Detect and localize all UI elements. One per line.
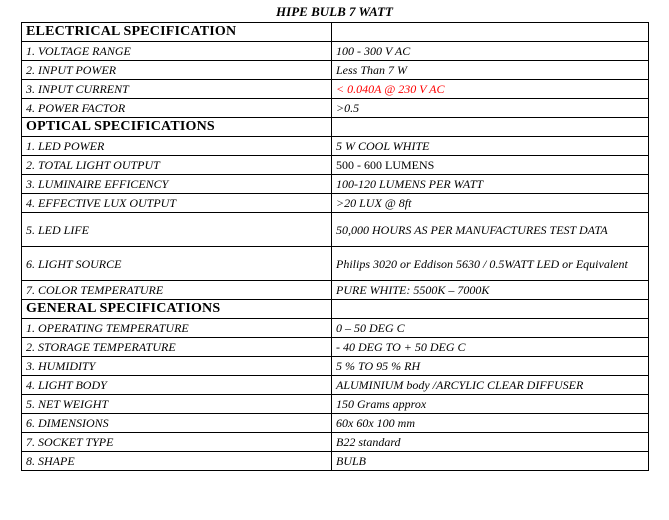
spec-label: 5. LED LIFE bbox=[22, 213, 332, 247]
specification-table bbox=[21, 22, 649, 471]
table-row bbox=[22, 175, 649, 194]
table-row bbox=[22, 156, 649, 175]
table-row bbox=[22, 247, 649, 281]
table-row bbox=[22, 395, 649, 414]
table-row bbox=[22, 376, 649, 395]
spec-label: 3. HUMIDITY bbox=[22, 357, 332, 376]
spec-value-highlighted: < 0.040A @ 230 V AC bbox=[332, 80, 649, 99]
spec-label: 1. VOLTAGE RANGE bbox=[22, 42, 332, 61]
spec-label: 1. LED POWER bbox=[22, 137, 332, 156]
table-row bbox=[22, 357, 649, 376]
spec-label: 2. TOTAL LIGHT OUTPUT bbox=[22, 156, 332, 175]
spec-value: 0 – 50 DEG C bbox=[332, 319, 649, 338]
section-title: ELECTRICAL SPECIFICATION bbox=[22, 23, 332, 42]
section-header-general bbox=[22, 300, 649, 319]
spec-label: 5. NET WEIGHT bbox=[22, 395, 332, 414]
table-row bbox=[22, 42, 649, 61]
table-row bbox=[22, 452, 649, 471]
spec-value: 5 W COOL WHITE bbox=[332, 137, 649, 156]
spec-value: 150 Grams approx bbox=[332, 395, 649, 414]
section-empty-cell bbox=[332, 23, 649, 42]
spec-value: B22 standard bbox=[332, 433, 649, 452]
table-row bbox=[22, 414, 649, 433]
table-row bbox=[22, 319, 649, 338]
spec-label: 6. LIGHT SOURCE bbox=[22, 247, 332, 281]
spec-label: 1. OPERATING TEMPERATURE bbox=[22, 319, 332, 338]
spec-value: 60x 60x 100 mm bbox=[332, 414, 649, 433]
table-row bbox=[22, 213, 649, 247]
table-row bbox=[22, 137, 649, 156]
spec-label: 4. LIGHT BODY bbox=[22, 376, 332, 395]
spec-label: 7. COLOR TEMPERATURE bbox=[22, 281, 332, 300]
spec-label: 4. EFFECTIVE LUX OUTPUT bbox=[22, 194, 332, 213]
section-empty-cell bbox=[332, 300, 649, 319]
spec-label: 7. SOCKET TYPE bbox=[22, 433, 332, 452]
spec-value: 50,000 HOURS AS PER MANUFACTURES TEST DATA bbox=[332, 213, 649, 247]
spec-value: ALUMINIUM body /ARCYLIC CLEAR DIFFUSER bbox=[332, 376, 649, 395]
spec-value: >20 LUX @ 8ft bbox=[332, 194, 649, 213]
spec-label: 8. SHAPE bbox=[22, 452, 332, 471]
spec-value: >0.5 bbox=[332, 99, 649, 118]
section-title: GENERAL SPECIFICATIONS bbox=[22, 300, 332, 319]
spec-label: 2. INPUT POWER bbox=[22, 61, 332, 80]
spec-value: PURE WHITE: 5500K – 7000K bbox=[332, 281, 649, 300]
table-row bbox=[22, 338, 649, 357]
spec-value: 500 - 600 LUMENS bbox=[332, 156, 649, 175]
spec-value: Philips 3020 or Eddison 5630 / 0.5WATT LED or Equivalent bbox=[332, 247, 649, 281]
document-title: HIPE BULB 7 WATT bbox=[276, 4, 393, 19]
table-row bbox=[22, 194, 649, 213]
table-row bbox=[22, 99, 649, 118]
spec-label: 6. DIMENSIONS bbox=[22, 414, 332, 433]
section-header-optical bbox=[22, 118, 649, 137]
section-empty-cell bbox=[332, 118, 649, 137]
spec-value: 5 % TO 95 % RH bbox=[332, 357, 649, 376]
spec-label: 4. POWER FACTOR bbox=[22, 99, 332, 118]
spec-label: 3. INPUT CURRENT bbox=[22, 80, 332, 99]
spec-value: Less Than 7 W bbox=[332, 61, 649, 80]
section-title: OPTICAL SPECIFICATIONS bbox=[22, 118, 332, 137]
table-row bbox=[22, 281, 649, 300]
table-row bbox=[22, 80, 649, 99]
spec-value: 100 - 300 V AC bbox=[332, 42, 649, 61]
section-header-electrical bbox=[22, 23, 649, 42]
spec-label: 2. STORAGE TEMPERATURE bbox=[22, 338, 332, 357]
spec-value: - 40 DEG TO + 50 DEG C bbox=[332, 338, 649, 357]
table-row bbox=[22, 433, 649, 452]
table-row bbox=[22, 61, 649, 80]
spec-label: 3. LUMINAIRE EFFICENCY bbox=[22, 175, 332, 194]
spec-value: 100-120 LUMENS PER WATT bbox=[332, 175, 649, 194]
spec-value: BULB bbox=[332, 452, 649, 471]
